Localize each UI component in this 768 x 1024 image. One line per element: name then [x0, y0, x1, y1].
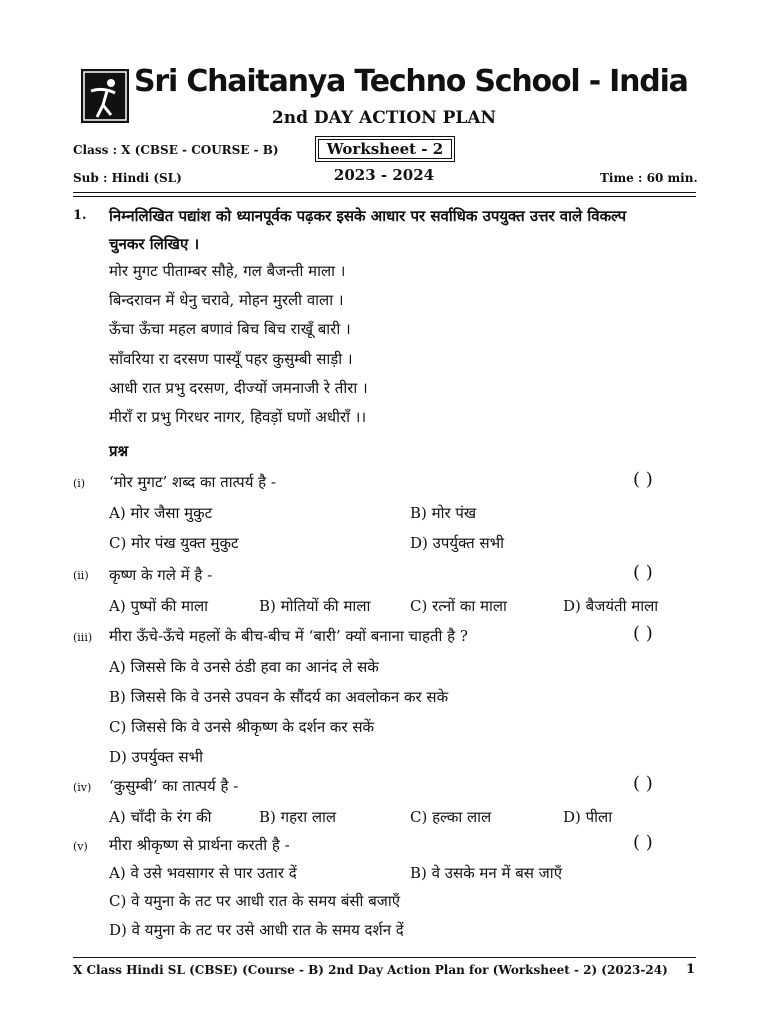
option: D) पीला — [563, 808, 613, 826]
subq-number: (i) — [73, 477, 86, 490]
option: C) मोर पंख युक्त मुकुट — [109, 534, 239, 552]
option: C) हल्का लाल — [410, 808, 492, 826]
option: A) चाँदी के रंग की — [109, 808, 212, 826]
subq-number: (v) — [73, 840, 88, 853]
option: B) मोतियों की माला — [259, 597, 371, 615]
answer-bracket: ( ) — [633, 469, 653, 490]
subq-text: मीरा श्रीकृष्ण से प्रार्थना करती है - — [109, 836, 290, 854]
academic-year: 2023 - 2024 — [333, 166, 435, 184]
option: C) जिससे कि वे उनसे श्रीकृष्ण के दर्शन कर सकें — [109, 718, 374, 736]
option: A) पुष्पों की माला — [109, 597, 209, 615]
plan-title: 2nd DAY ACTION PLAN — [271, 108, 497, 128]
school-name: Sri Chaitanya Techno School - India — [134, 64, 688, 99]
subject-label: Sub : Hindi (SL) — [73, 171, 182, 185]
footer-text: X Class Hindi SL (CBSE) (Course - B) 2nd Day Action Plan for (Worksheet - 2) (2023-24) — [73, 963, 668, 977]
option: B) गहरा लाल — [259, 808, 337, 826]
subq-text: कृष्ण के गले में है - — [109, 566, 213, 584]
subq-text: ‘मोर मुगट’ शब्द का तात्पर्य है - — [109, 473, 276, 491]
verse-line-6: मीराँ रा प्रभु गिरधर नागर, हिवड़ों घणों अधीराँ ।। — [109, 408, 367, 426]
prashn-heading: प्रश्न — [109, 442, 129, 460]
option: A) मोर जैसा मुकुट — [109, 504, 213, 522]
option: D) बैजयंती माला — [563, 597, 659, 615]
subq-number: (iii) — [73, 631, 93, 644]
option: A) वे उसे भवसागर से पार उतार दें — [109, 864, 297, 882]
subq-number: (ii) — [73, 569, 89, 582]
option: D) वे यमुना के तट पर उसे आधी रात के समय दर्शन दें — [109, 921, 404, 939]
class-label: Class : X (CBSE - COURSE - B) — [73, 143, 279, 157]
answer-bracket: ( ) — [633, 773, 653, 794]
option: D) उपर्युक्त सभी — [410, 534, 505, 552]
option: B) वे उसके मन में बस जाएँ — [410, 864, 562, 882]
answer-bracket: ( ) — [633, 623, 653, 644]
page-number: 1 — [686, 962, 696, 977]
worksheet-box: Worksheet - 2 — [315, 136, 455, 162]
answer-bracket: ( ) — [633, 562, 653, 583]
option: B) जिससे कि वे उनसे उपवन के सौंदर्य का अवलोकन कर सके — [109, 688, 449, 706]
verse-line-1: मोर मुगट पीताम्बर सौहे, गल बैजन्ती माला । — [109, 262, 346, 280]
subq-text: मीरा ऊँचे-ऊँचे महलों के बीच-बीच में ‘बारी’ क्यों बनाना चाहती है ? — [109, 627, 468, 645]
header-divider-2 — [73, 196, 696, 197]
option: C) वे यमुना के तट पर आधी रात के समय बंसी बजाएँ — [109, 892, 401, 910]
instruction-line-1: निम्नलिखित पद्यांश को ध्यानपूर्वक पढ़कर इसके आधार पर सर्वाधिक उपयुक्त उत्तर वाले विकल्प — [109, 207, 627, 225]
instruction-line-2: चुनकर लिखिए । — [109, 235, 200, 253]
option: A) जिससे कि वे उनसे ठंडी हवा का आनंद ले सके — [109, 658, 379, 676]
option: D) उपर्युक्त सभी — [109, 748, 204, 766]
option: C) रत्नों का माला — [410, 597, 507, 615]
option: B) मोर पंख — [410, 504, 477, 522]
verse-line-5: आधी रात प्रभु दरसण, दीज्यों जमनाजी रे तीरा । — [109, 379, 368, 397]
subq-text: ‘कुसुम्बी’ का तात्पर्य है - — [109, 777, 239, 795]
verse-line-3: ऊँचा ऊँचा महल बणावं बिच बिच राखूँ बारी । — [109, 320, 351, 338]
time-label: Time : 60 min. — [600, 171, 698, 185]
footer-divider — [73, 957, 696, 958]
verse-line-4: साँवरिया रा दरसण पास्यूँ पहर कुसुम्बी साड़ी । — [109, 350, 353, 368]
answer-bracket: ( ) — [633, 832, 653, 853]
subq-number: (iv) — [73, 781, 92, 794]
header-divider — [73, 192, 696, 193]
verse-line-2: बिन्दरावन में धेनु चरावे, मोहन मुरली वाला । — [109, 291, 344, 309]
question-number: 1. — [73, 208, 87, 223]
